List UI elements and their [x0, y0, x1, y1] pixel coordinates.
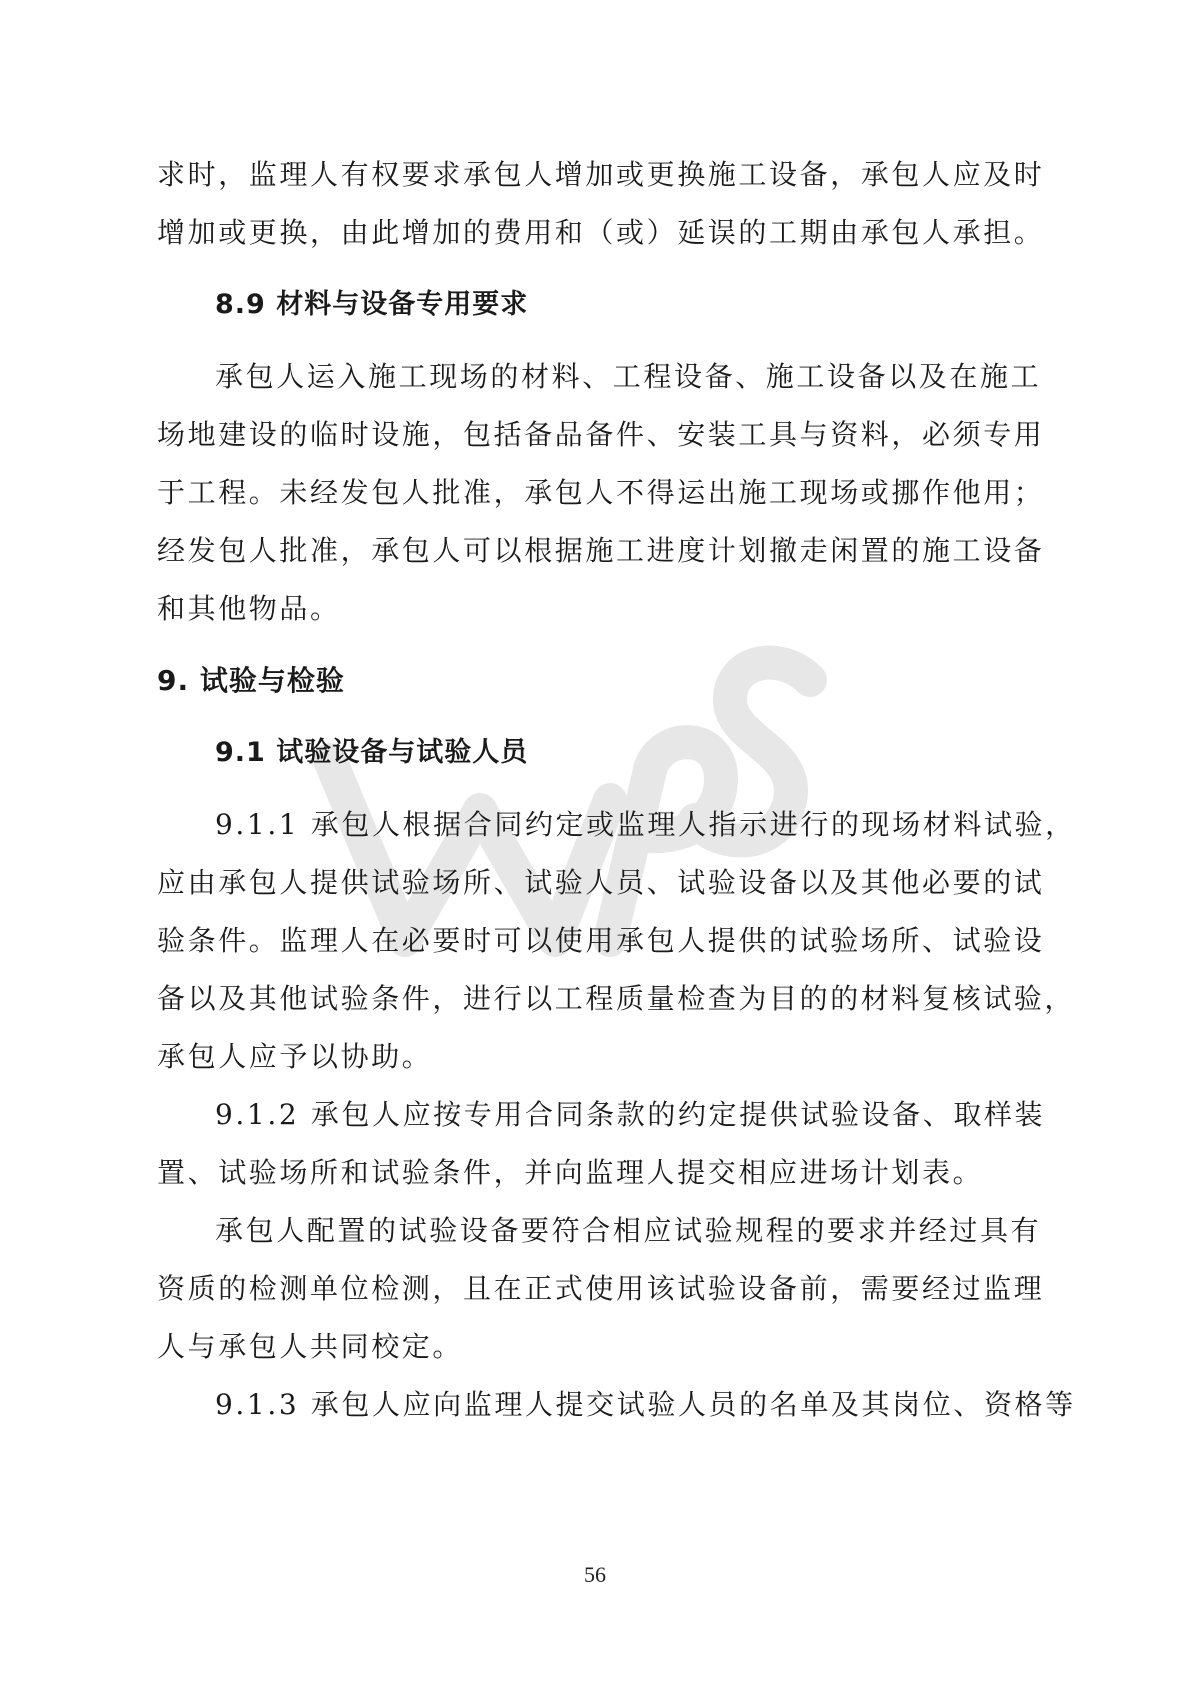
section-heading: 9. 试验与检验: [157, 664, 345, 697]
text-line: 9.1.1 承包人根据合同约定或监理人指示进行的现场材料试验，: [215, 808, 1076, 841]
text-line: 9.1.3 承包人应向监理人提交试验人员的名单及其岗位、资格等: [215, 1388, 1076, 1421]
text-line: 场地建设的临时设施，包括备品备件、安装工具与资料，必须专用: [157, 418, 1045, 451]
paragraph: [157, 796, 1076, 1086]
text-line: 求时，监理人有权要求承包人增加或更换施工设备，承包人应及时: [157, 158, 1045, 191]
text-line: 置、试验场所和试验条件，并向监理人提交相应进场计划表。: [157, 1156, 984, 1189]
text-line: 经发包人批准，承包人可以根据施工进度计划撤走闲置的施工设备: [157, 534, 1045, 567]
page-number: 56: [584, 1562, 606, 1587]
subsection-heading: 9.1 试验设备与试验人员: [215, 737, 529, 768]
text-line: 9.1.2 承包人应按专用合同条款的约定提供试验设备、取样装: [215, 1098, 1046, 1131]
text-line: 备以及其他试验条件，进行以工程质量检查为目的的材料复核试验，: [157, 982, 1076, 1015]
paragraph: [157, 1086, 1046, 1202]
text-line: 于工程。未经发包人批准，承包人不得运出施工现场或挪作他用；: [157, 476, 1045, 509]
paragraph: [157, 146, 1045, 262]
paragraph: [157, 348, 1045, 638]
document-body: [157, 146, 1076, 1434]
text-line: 资质的检测单位检测，且在正式使用该试验设备前，需要经过监理: [157, 1272, 1045, 1305]
text-line: 人与承包人共同校定。: [157, 1330, 464, 1363]
paragraph: [157, 1202, 1045, 1376]
text-line: 应由承包人提供试验场所、试验人员、试验设备以及其他必要的试: [157, 866, 1045, 899]
text-line: 和其他物品。: [157, 592, 341, 625]
text-line: 承包人配置的试验设备要符合相应试验规程的要求并经过具有: [215, 1214, 1042, 1247]
text-line: 承包人应予以协助。: [157, 1040, 433, 1073]
text-line: 验条件。监理人在必要时可以使用承包人提供的试验场所、试验设: [157, 924, 1045, 957]
text-line: 承包人运入施工现场的材料、工程设备、施工设备以及在施工: [215, 360, 1042, 393]
text-line: 增加或更换，由此增加的费用和（或）延误的工期由承包人承担。: [157, 216, 1045, 249]
subsection-heading: 8.9 材料与设备专用要求: [215, 289, 529, 320]
paragraph: [157, 1376, 1076, 1434]
